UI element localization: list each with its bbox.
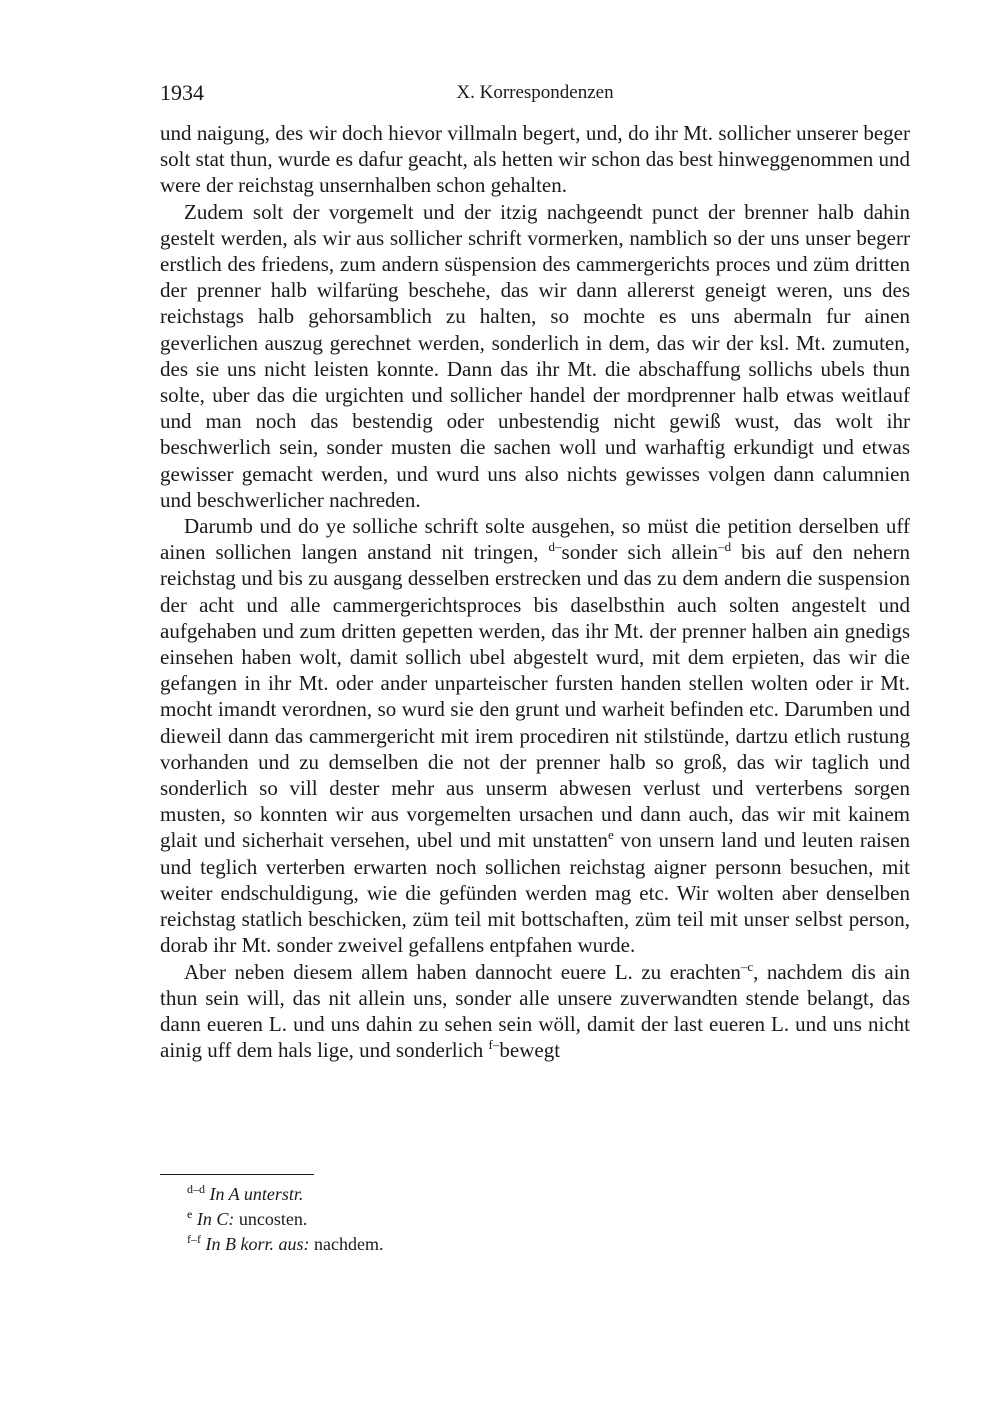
paragraph-text: und naigung, des wir doch hievor villmaln begert, und, do ihr Mt. sollicher unserer beger solt stat thun, wurde es dafur geacht, als hetten wir schon das best hinweggenommen und were der reichstag unsernhalben schon gehalten. — [160, 121, 910, 198]
footnote-marker: e — [608, 827, 614, 843]
footnote-marker: –c — [740, 958, 754, 974]
paragraph — [160, 959, 910, 1064]
main-text — [160, 120, 910, 1063]
footnotes — [160, 1182, 910, 1257]
footnote-marker: f– — [488, 1037, 500, 1053]
paragraph-text: Aber neben diesem allem haben dannocht euere L. zu erachten — [184, 959, 741, 984]
paragraph-text: , nachdem dis ain thun sein will, das nit allein uns, sonder alle unsere zuverwandten stende belangt, das dann eueren L. und uns dahin zu sehen sein wöll, damit der last eueren L. und uns nicht ainig uff dem hals lige, und sonderlich — [160, 959, 910, 1063]
paragraph-text: bewegt — [499, 1038, 561, 1063]
footnote-editorial-note: In A unterstr. — [209, 1184, 304, 1204]
paragraph — [160, 513, 910, 958]
footnote-mark: d–d — [187, 1182, 205, 1196]
footnote-editorial-note: In C: — [196, 1209, 235, 1229]
paragraph-text: sonder sich allein — [561, 540, 719, 565]
paragraph — [160, 120, 910, 199]
footnote-text: nachdem. — [309, 1234, 384, 1254]
footnote — [160, 1182, 910, 1207]
paragraph-text: Darumb und do ye solliche schrift solte ausgehen, so müst die petition derselben uff ainen sollichen langen anstand nit tringen, — [160, 514, 910, 565]
footnote-marker: d– — [548, 539, 562, 555]
footnote-mark: f–f — [187, 1232, 201, 1246]
running-header — [160, 80, 910, 108]
paragraph-text: bis auf den nehern reichstag und bis zu ausgang desselben erstrecken und das zu dem andern die suspension der acht und alle cammergerichtsproces bis daselbsthin auch solten angestelt und aufgehaben und zum dritten gepetten werden, das ihr Mt. der prenner halben ain gnedigs einsehen haben wolt, damit sollich ubel abgestelt wurd, mit dem erpieten, das wir die gefangen in ihr Mt. oder ander unparteischer fursten handen stellen wolten oder ir Mt. mocht imandt verordnen, so wurd sie den grunt und warheit befinden etc. Darumben und dieweil dann das cammergericht mit irem procediren nit stilstünde, dartzu etlich rustung vorhanden und zu demselben die not der prenner halb so groß, das wir taglich und sonderlich so vill dester mehr aus unserm abwesen verlust und verterbens sorgen musten, so konnten wir aus vorgemelten ursachen und dann auch, das wir mit kainem glait und sicherhait versehen, ubel und mit unstatten — [160, 540, 910, 853]
running-title: X. Korrespondenzen — [456, 82, 614, 103]
paragraph — [160, 199, 910, 513]
footnote — [160, 1232, 910, 1257]
footnote-marker: –d — [718, 539, 732, 555]
footnote — [160, 1207, 910, 1232]
footnote-text: uncosten. — [234, 1209, 308, 1229]
paragraph-text: Zudem solt der vorgemelt und der itzig nachgeendt punct der brenner halb dahin gestelt werden, als wir aus sollicher schrift vormerken, namblich so der uns unser begerr erstlich des friedens, zum andern süspension des cammergerichts proces und züm dritten der prenner halb wilfarüng beschehe, das wir dann allererst geneigt weren, uns des reichstags halb gehorsamblich zu halten, so mochte es uns abermaln fur ainen geverlichen auszug gerechnet werden, sonderlich in dem, das wir der ksl. Mt. zumuten, des sie uns nicht leisten konnte. Dann das ihr Mt. die abschaffung sollichs ubels thun solte, uber das die urgichten und sollicher handel der mordprenner halb etwas weitlauf und man noch das bestendig oder unbestendig nicht gewiß wust, das wolt ihr beschwerlich sein, sonder musten die sachen woll und warhaftig erkundigt und etwas gewisser gemacht werden, und wurd uns also nichts gewisses volgen dann calumnien und beschwerlicher nachreden. — [160, 199, 910, 512]
footnote-divider — [160, 1174, 314, 1175]
footnote-mark: e — [187, 1207, 193, 1221]
footnote-editorial-note: In B korr. aus: — [205, 1234, 310, 1254]
page-number: 1934 — [160, 80, 204, 105]
paragraph-text: von unsern land und leuten raisen und teglich verterben erwarten noch sollichen reichstag aigner personn besuchen, mit weiter endschuldigung, wie die gefünden werden mag etc. Wir wolten aber denselben reichstag statlich beschicken, züm teil mit bottschaften, züm teil mit unser selbst person, dorab ihr Mt. sonder zweivel gefallens entpfahen wurde. — [160, 828, 911, 958]
